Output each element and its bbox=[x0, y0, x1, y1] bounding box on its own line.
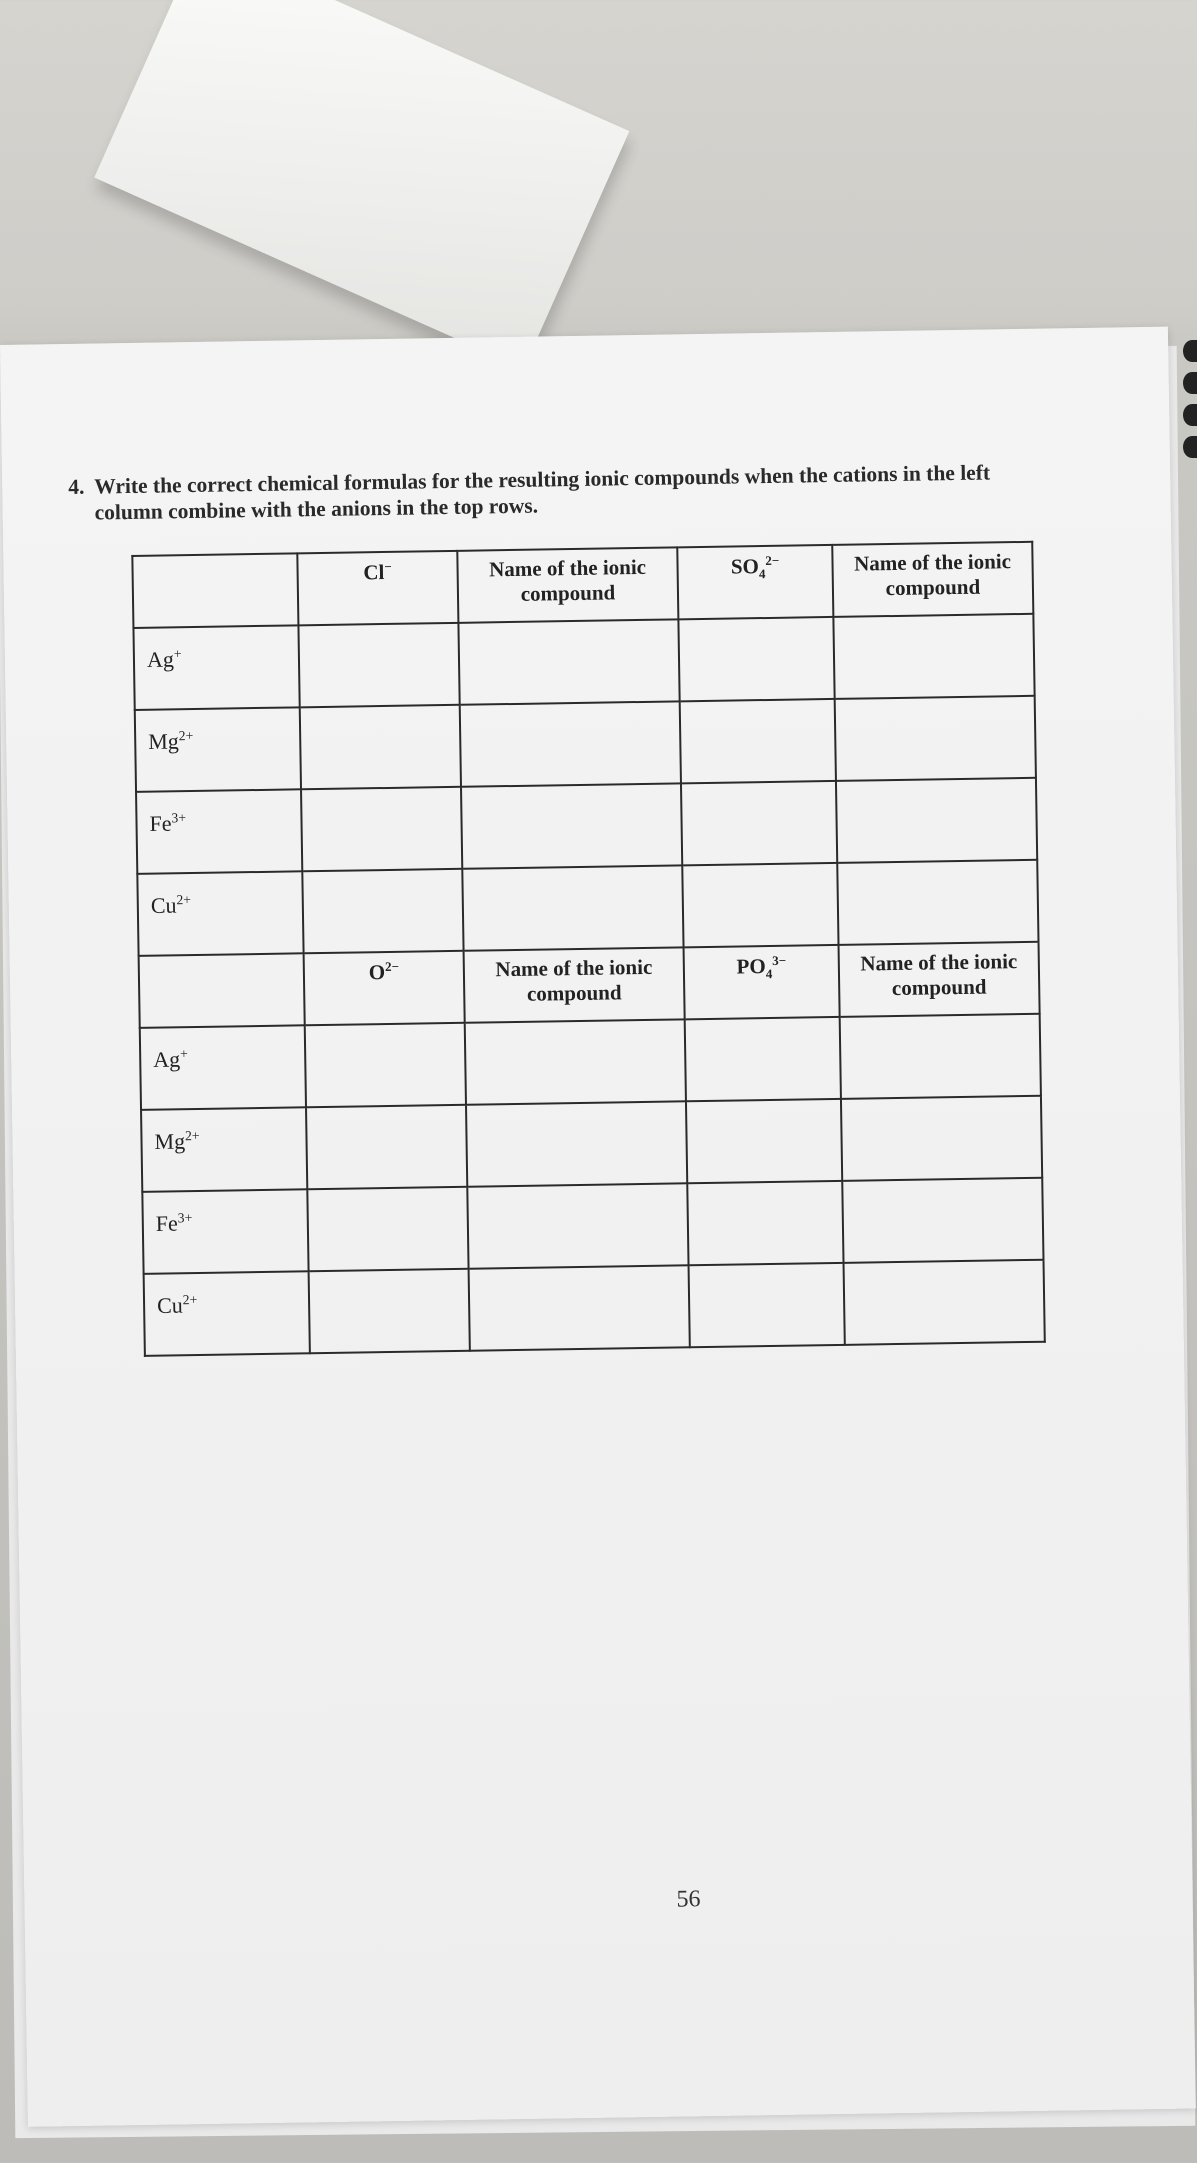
anion-header-subscript: 4 bbox=[765, 966, 773, 982]
answer-cell[interactable] bbox=[302, 869, 463, 954]
answer-cell[interactable] bbox=[841, 1096, 1042, 1181]
answer-cell[interactable] bbox=[461, 783, 682, 868]
cation-label-symbol: Mg bbox=[154, 1128, 186, 1154]
anion-header-charge: 2− bbox=[384, 958, 400, 975]
cation-cell bbox=[141, 1107, 307, 1192]
cation-label-charge: + bbox=[179, 1046, 188, 1062]
binder-rings bbox=[1183, 340, 1197, 500]
cation-cell bbox=[136, 789, 302, 874]
anion-header bbox=[731, 553, 780, 583]
cation-row bbox=[135, 696, 1036, 792]
header-cell bbox=[457, 547, 678, 622]
anion-header bbox=[369, 959, 400, 985]
answer-cell[interactable] bbox=[465, 1019, 686, 1104]
answer-cell[interactable] bbox=[680, 699, 836, 783]
cation-label-charge: 2+ bbox=[182, 1292, 198, 1308]
column-title: Name of the ionic compound bbox=[860, 949, 1018, 1001]
cation-label bbox=[147, 646, 182, 673]
answer-cell[interactable] bbox=[836, 778, 1037, 863]
anion-header-symbol: SO bbox=[730, 554, 760, 579]
column-title: Name of the ionic compound bbox=[853, 549, 1012, 601]
answer-cell[interactable] bbox=[686, 1099, 842, 1183]
cation-label-charge: 3+ bbox=[171, 810, 187, 826]
answer-cell[interactable] bbox=[300, 705, 461, 790]
cation-label-symbol: Ag bbox=[146, 646, 175, 673]
anion-header-charge: − bbox=[384, 558, 392, 574]
cation-cell bbox=[142, 1189, 308, 1274]
header-cell bbox=[464, 947, 685, 1022]
cation-label-symbol: Cu bbox=[150, 892, 177, 919]
cation-cell bbox=[133, 625, 299, 710]
cation-label bbox=[154, 1128, 199, 1155]
cation-row bbox=[144, 1260, 1045, 1356]
answer-cell[interactable] bbox=[307, 1187, 468, 1272]
answer-cell[interactable] bbox=[689, 1263, 845, 1347]
anion-header-charge: 3− bbox=[772, 952, 787, 968]
tissue-paper bbox=[94, 0, 629, 369]
cation-row bbox=[141, 1096, 1042, 1192]
answer-cell[interactable] bbox=[462, 865, 683, 950]
header-cell bbox=[139, 953, 305, 1028]
answer-cell[interactable] bbox=[837, 860, 1038, 945]
cation-label bbox=[153, 1046, 188, 1073]
cation-cell bbox=[140, 1025, 306, 1110]
answer-cell[interactable] bbox=[458, 619, 679, 704]
question bbox=[68, 458, 1055, 525]
column-title: Name of the ionic compound bbox=[495, 954, 653, 1006]
cation-label bbox=[156, 1210, 193, 1237]
header-cell bbox=[297, 551, 458, 626]
answer-cell[interactable] bbox=[298, 623, 459, 708]
answer-cell[interactable] bbox=[681, 781, 837, 865]
anion-header-symbol: PO bbox=[736, 954, 766, 979]
cation-label-charge: + bbox=[173, 646, 182, 662]
answer-cell[interactable] bbox=[309, 1269, 470, 1354]
anion-header-symbol: Cl bbox=[363, 559, 385, 585]
answer-cell[interactable] bbox=[469, 1265, 690, 1350]
cation-label-charge: 3+ bbox=[177, 1210, 193, 1226]
worksheet-page bbox=[0, 327, 1196, 2127]
answer-cell[interactable] bbox=[301, 787, 462, 872]
cation-label-charge: 2+ bbox=[176, 892, 192, 908]
anion-header-charge: 2− bbox=[765, 552, 780, 569]
anion-header bbox=[363, 559, 392, 585]
cation-cell bbox=[144, 1271, 310, 1356]
header-cell bbox=[832, 542, 1033, 617]
answer-cell[interactable] bbox=[687, 1181, 843, 1265]
question-text: Write the correct chemical formulas for the resulting ionic compounds when the cations in the left column combine with the anions in the top rows. bbox=[94, 460, 991, 525]
header-cell bbox=[839, 942, 1040, 1017]
cation-label bbox=[148, 728, 193, 755]
anion-header bbox=[736, 953, 786, 983]
answer-cell[interactable] bbox=[685, 1017, 841, 1101]
answer-cell[interactable] bbox=[682, 863, 838, 947]
answer-cell[interactable] bbox=[840, 1014, 1041, 1099]
answer-cell[interactable] bbox=[467, 1183, 688, 1268]
cation-row bbox=[136, 778, 1037, 874]
header-cell bbox=[677, 545, 833, 619]
answer-cell[interactable] bbox=[306, 1105, 467, 1190]
cation-row bbox=[142, 1178, 1043, 1274]
cation-label-symbol: Ag bbox=[153, 1046, 181, 1073]
cation-row bbox=[140, 1014, 1041, 1110]
cation-label bbox=[151, 892, 192, 919]
cation-label-symbol: Fe bbox=[155, 1210, 179, 1236]
ionic-compounds-table bbox=[131, 541, 1045, 1357]
cation-label-symbol: Cu bbox=[156, 1292, 183, 1318]
answer-cell[interactable] bbox=[844, 1260, 1045, 1345]
cation-label-charge: 2+ bbox=[178, 728, 194, 744]
cation-label-symbol: Mg bbox=[148, 728, 180, 755]
page-number: 56 bbox=[676, 1886, 701, 1913]
anion-header-subscript: 4 bbox=[758, 566, 766, 582]
header-cell bbox=[684, 945, 840, 1019]
cation-row bbox=[133, 614, 1034, 710]
anion-header-symbol: O bbox=[368, 960, 386, 985]
answer-cell[interactable] bbox=[678, 617, 834, 701]
question-number: 4. bbox=[68, 474, 85, 499]
cation-label-symbol: Fe bbox=[149, 810, 172, 837]
answer-cell[interactable] bbox=[460, 701, 681, 786]
answer-cell[interactable] bbox=[835, 696, 1036, 781]
header-cell bbox=[304, 951, 465, 1026]
cation-label bbox=[149, 810, 186, 837]
answer-cell[interactable] bbox=[833, 614, 1034, 699]
cation-label-charge: 2+ bbox=[184, 1127, 200, 1144]
cation-row bbox=[137, 860, 1038, 956]
column-title: Name of the ionic compound bbox=[488, 554, 647, 606]
answer-cell[interactable] bbox=[466, 1101, 687, 1186]
cation-cell bbox=[135, 707, 301, 792]
header-cell bbox=[132, 553, 298, 628]
cation-cell bbox=[137, 871, 303, 956]
answer-cell[interactable] bbox=[842, 1178, 1043, 1263]
cation-label bbox=[157, 1292, 198, 1319]
answer-cell[interactable] bbox=[305, 1023, 466, 1108]
